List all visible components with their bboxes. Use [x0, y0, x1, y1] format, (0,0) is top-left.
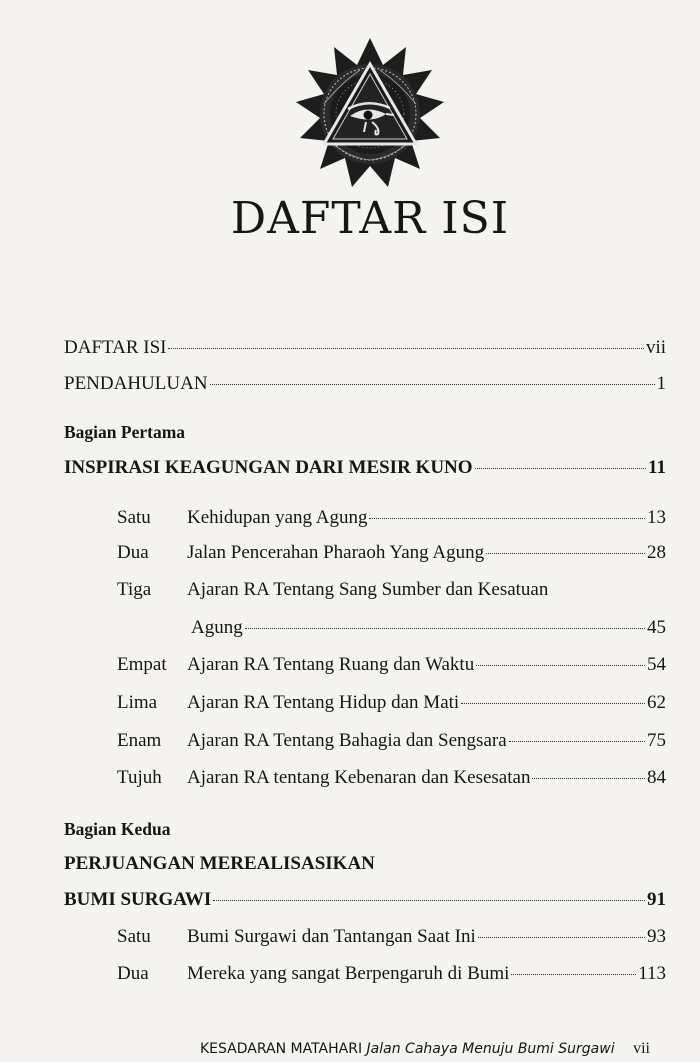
chapter-page: 75 [647, 730, 666, 751]
chapter-entry[interactable] [117, 541, 666, 565]
entry-page: 1 [656, 373, 666, 394]
chapter-number: Dua [117, 963, 149, 984]
part-heading-line[interactable] [64, 852, 666, 876]
dot-leader [509, 741, 645, 742]
footer-page-number: vii [633, 1040, 650, 1057]
chapter-page: 13 [647, 507, 666, 528]
chapter-entry-continued[interactable] [191, 616, 666, 640]
footer-book-title: KESADARAN MATAHARI [200, 1041, 363, 1057]
dot-leader [210, 384, 655, 385]
entry-page: vii [645, 337, 666, 358]
entry-title: DAFTAR ISI [64, 337, 167, 358]
chapter-page: 45 [647, 617, 666, 638]
dot-leader [476, 665, 645, 666]
dot-leader [245, 628, 645, 629]
part-title: PERJUANGAN MEREALISASIKAN [64, 853, 375, 874]
chapter-page: 93 [647, 926, 666, 947]
chapter-number: Enam [117, 730, 162, 751]
dot-leader [486, 553, 645, 554]
chapter-page: 54 [647, 654, 666, 675]
chapter-title: Kehidupan yang Agung [187, 507, 368, 528]
part-heading[interactable] [64, 456, 666, 480]
chapter-entry[interactable] [117, 691, 666, 715]
part-heading[interactable] [64, 888, 666, 912]
part-page: 91 [647, 889, 666, 910]
chapter-page: 62 [647, 692, 666, 713]
chapter-title: Ajaran RA Tentang Sang Sumber dan Kesatuan [187, 579, 549, 600]
chapter-entry[interactable] [117, 506, 666, 530]
chapter-number: Tujuh [117, 767, 162, 788]
chapter-title: Ajaran RA Tentang Bahagia dan Sengsara [187, 730, 507, 751]
dot-leader [168, 348, 643, 349]
chapter-entry[interactable] [117, 578, 666, 602]
part-label: Bagian Pertama [64, 422, 186, 442]
part-title: INSPIRASI KEAGUNGAN DARI MESIR KUNO [64, 457, 473, 478]
chapter-entry[interactable] [117, 729, 666, 753]
chapter-entry[interactable] [117, 962, 666, 986]
chapter-number: Lima [117, 692, 158, 713]
page-footer [200, 1040, 650, 1058]
part-title-continued: BUMI SURGAWI [64, 889, 212, 910]
chapter-title: Mereka yang sangat Berpengaruh di Bumi [187, 963, 510, 984]
part-page: 11 [648, 457, 666, 478]
toc-entry[interactable] [64, 336, 666, 360]
eye-of-ra-triangle-icon [294, 38, 446, 190]
chapter-page: 28 [647, 542, 666, 563]
chapter-title: Ajaran RA Tentang Ruang dan Waktu [187, 654, 475, 675]
chapter-entry[interactable] [117, 925, 666, 949]
toc-entry[interactable] [64, 372, 666, 396]
chapter-number: Tiga [117, 579, 152, 600]
chapter-number: Satu [117, 926, 151, 947]
dot-leader [369, 518, 645, 519]
dot-leader [511, 974, 636, 975]
dot-leader [478, 937, 645, 938]
chapter-title: Bumi Surgawi dan Tantangan Saat Ini [187, 926, 476, 947]
chapter-entry[interactable] [117, 766, 666, 790]
page-title: DAFTAR ISI [230, 193, 510, 244]
chapter-title: Jalan Pencerahan Pharaoh Yang Agung [187, 542, 485, 563]
entry-title: PENDAHULUAN [64, 373, 208, 394]
dot-leader [213, 900, 645, 901]
dot-leader [461, 703, 645, 704]
chapter-page: 113 [638, 963, 666, 984]
chapter-title-continued: Agung [191, 617, 243, 638]
chapter-number: Satu [117, 507, 151, 528]
chapter-title: Ajaran RA tentang Kebenaran dan Kesesatan [187, 767, 531, 788]
chapter-number: Empat [117, 654, 167, 675]
part-label: Bagian Kedua [64, 819, 171, 839]
dot-leader [532, 778, 645, 779]
chapter-entry[interactable] [117, 653, 666, 677]
chapter-page: 84 [647, 767, 666, 788]
chapter-title: Ajaran RA Tentang Hidup dan Mati [187, 692, 460, 713]
footer-subtitle: Jalan Cahaya Menuju Bumi Surgawi [366, 1041, 615, 1057]
dot-leader [475, 468, 647, 469]
chapter-number: Dua [117, 542, 149, 563]
